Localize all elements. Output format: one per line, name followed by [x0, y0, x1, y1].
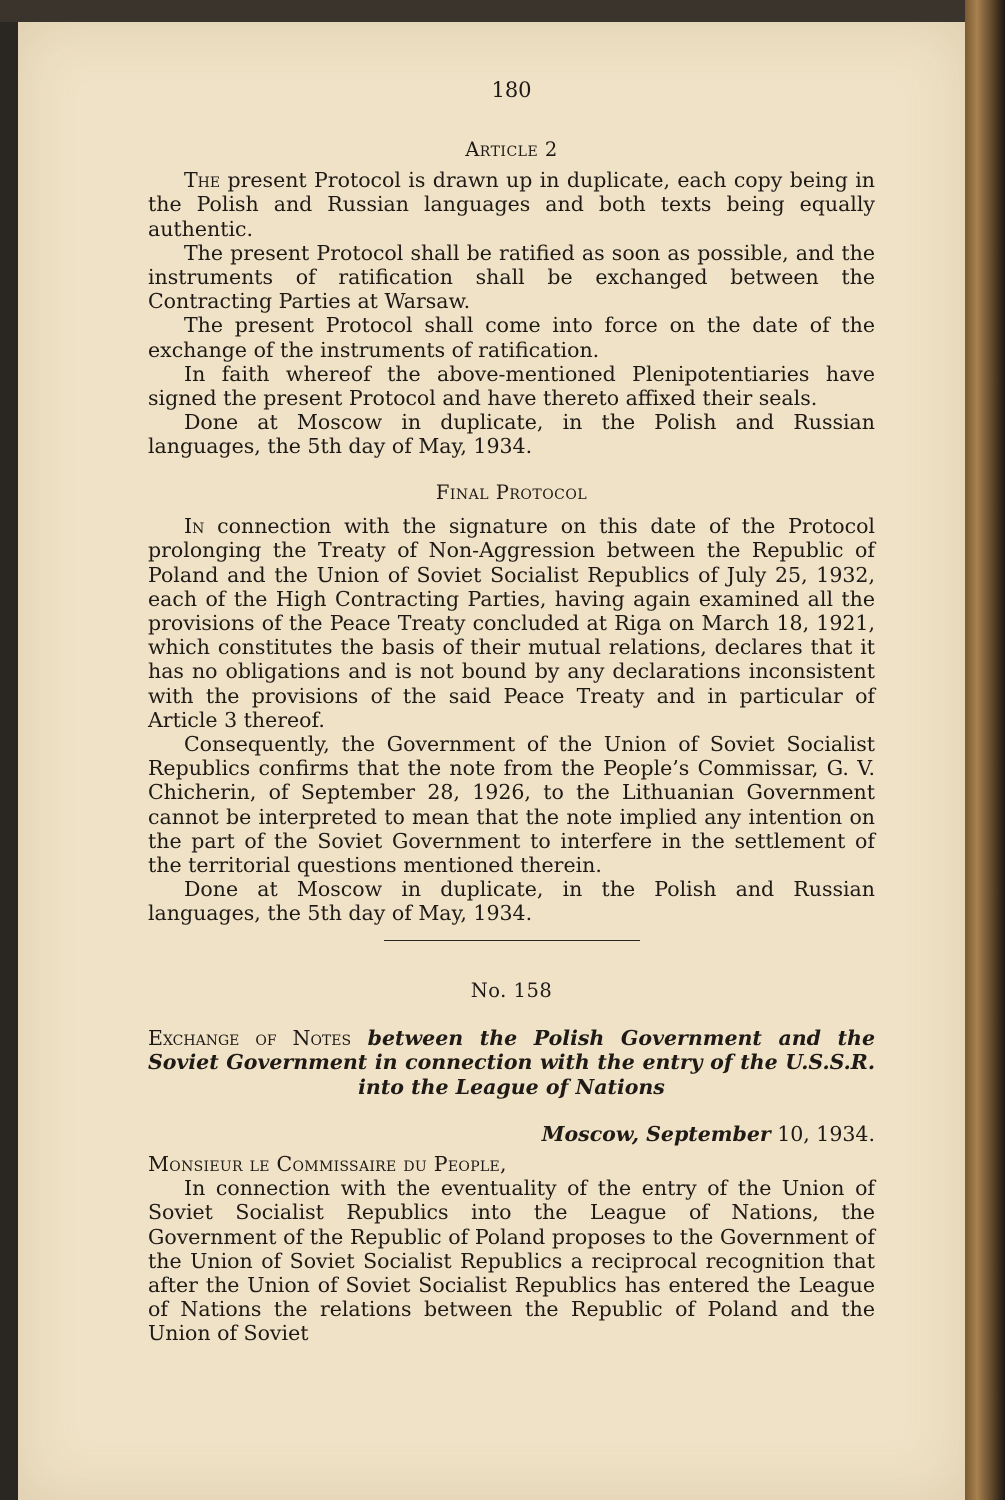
title-italic: between the Polish Government and the Soviet Government in connection with the entry of the U.S.S.R. into the League of Nations: [148, 1026, 875, 1099]
article-2-paragraph-3: The present Protocol shall come into force on the date of the exchange of the instruments of ratification.: [148, 313, 875, 362]
letter-body: In connection with the eventuality of the entry of the Union of Soviet Socialist Republics into the League of Nations, the Government of the Republic of Poland proposes to the Government of the Union of Soviet Socialist Republics a reciprocal recognition that after the Union of Soviet Socialist Republics has entered the League of Nations the relations between the Republic of Poland and the Union of Soviet: [148, 1176, 875, 1346]
article-2-section: [148, 138, 875, 459]
article-2-paragraph-5: Done at Moscow in duplicate, in the Polish and Russian languages, the 5th day of May, 1934.: [148, 410, 875, 459]
article-2-paragraph-4: In faith whereof the above-mentioned Plenipotentiaries have signed the present Protocol and have thereto affixed their seals.: [148, 361, 875, 411]
section-divider: [384, 940, 640, 941]
salutation: Monsieur le Commissaire du People,: [148, 1152, 507, 1177]
article-2-heading: Article 2: [465, 138, 558, 161]
document-number: No. 158: [470, 979, 553, 1002]
paragraph-text: present Protocol is drawn up in duplicate, each copy being in the Polish and Russian languages and both texts being equally authentic.: [148, 168, 875, 241]
document-158: [148, 979, 875, 1346]
article-2-paragraph-1: [148, 168, 875, 241]
book-spine-edge: [965, 0, 1005, 1500]
final-protocol-section: [148, 481, 875, 926]
paragraph-text: connection with the signature on this date of the Protocol prolonging the Treaty of Non-Aggression between the Republic of Poland and the Union of Soviet Socialist Republics of July 25, 1932, each of the High Contracting Parties, having again examined all the provisions of the Peace Treaty concluded at Riga on March 18, 1921, which constitutes the basis of their mutual relations, declares that it has no obligations and is not bound by any declarations inconsistent with the provisions of the said Peace Treaty and in particular of Article 3 thereof.: [148, 514, 875, 732]
final-protocol-paragraph-1: [148, 514, 875, 732]
dateline: [148, 1122, 875, 1146]
final-protocol-paragraph-3: Done at Moscow in duplicate, in the Polish and Russian languages, the 5th day of May, 1934.: [148, 877, 875, 926]
article-2-paragraph-2: The present Protocol shall be ratified as soon as possible, and the instruments of ratification shall be exchanged between the Contracting Parties at Warsaw.: [148, 240, 875, 314]
final-protocol-heading: Final Protocol: [435, 481, 588, 504]
scan-top-edge: [0, 0, 1005, 22]
final-protocol-paragraph-2: Consequently, the Government of the Union of Soviet Socialist Republics confirms that the note from the People’s Commissar, G. V. Chicherin, of September 28, 1926, to the Lithuanian Government cannot be interpreted to mean that the note implied any intention on the part of the Soviet Government to interfere in the settlement of the territorial questions mentioned therein.: [148, 732, 875, 878]
title-smallcaps: Exchange of Notes: [148, 1026, 352, 1051]
dateline-place: Moscow, September: [541, 1121, 771, 1146]
page-number: 180: [491, 78, 532, 102]
document-title: [148, 1026, 875, 1099]
lead-word: The: [184, 168, 221, 193]
dateline-date: 10, 1934.: [770, 1121, 875, 1146]
lead-word: In: [184, 514, 205, 539]
book-page: [18, 22, 965, 1500]
